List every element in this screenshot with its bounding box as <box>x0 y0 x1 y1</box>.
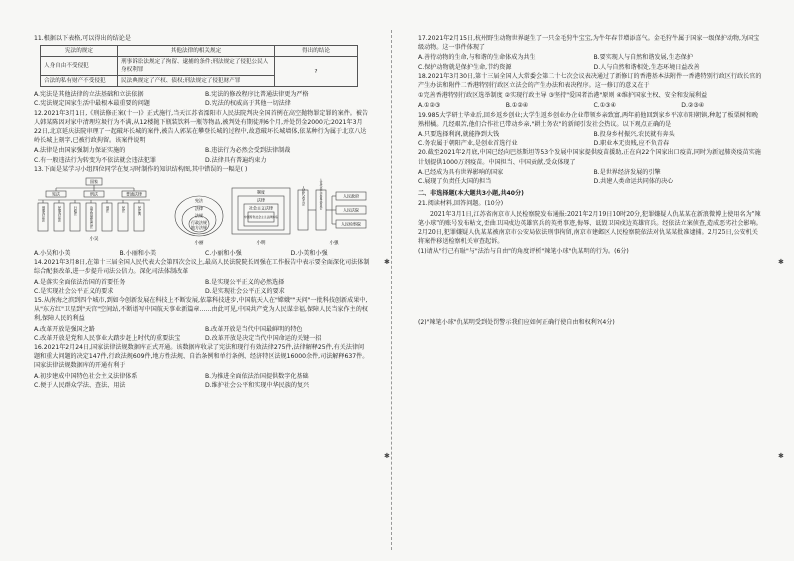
q17-stem: 17.2021年2月15日,杭州野生动物世界诞生了一只金毛狩牛宝宝,为牛年春节增添喜气。金毛狩牛属于国家一级保护动物,为国宝级动物。这一事件体现了 <box>418 35 760 52</box>
q11-options <box>34 90 370 108</box>
fig1-top: 国家 <box>90 179 98 185</box>
option-b[interactable]: B.是世界经济发展的引擎 <box>593 168 661 176</box>
fig1-leaf: 刑事诉讼法 <box>41 206 45 223</box>
option-c[interactable]: C.展现了负责任大国的担当 <box>418 178 492 186</box>
table-row <box>41 57 358 76</box>
option-d[interactable]: D.共建人类命运共同体的决心 <box>593 178 674 186</box>
column-divider <box>391 30 392 550</box>
option-a[interactable]: A.已经成为具有世界影响的国家 <box>418 168 504 176</box>
q18-options <box>418 101 763 110</box>
q19-options <box>418 130 763 148</box>
q14-stem: 14.2021年3月8日,在第十三届全国人民代表大会第四次会议上,最高人民法院院长周强在工作报告中表示要全面深化司法体制综合配套改革,进一步提升司法公信力。深化司法体制改革 <box>34 259 370 276</box>
fig2-label: 地方法规 <box>191 225 207 231</box>
q12-stem: 12.2021年3月1日,《刑法修正案(十一)》正式施行,当天江苏省溧阳市人民法院判决全国首例在高空抛物罪定罪的案件。被告人韩某陈因对家中清理垃圾行为不满,从12楼抛下瓶装饮料一瓶等物品,被判处有期徒刑6个月,并处罚金2000元;2021年3月22日,北京延庆法院审理了一起破坏长城的案件,被告人郭某在攀登长城的过程中,故意破坏长城墙体,依某种行为属于北京八达岭长城上刻字,已被行政拘留。该案件说明 <box>34 109 369 145</box>
option-b[interactable]: B.要实现人与自然和谐发展,生态保护 <box>593 54 693 62</box>
fig4-right: 人民检察院 <box>341 221 361 227</box>
option-a[interactable]: A.初步建成中国特色社会主义法律体系 <box>34 372 138 380</box>
option-b[interactable]: B.为推进全面依法治国提供数字化基础 <box>205 372 309 380</box>
table-cell: 刑事诉讼法规定了拘留、逮捕的条件;刑法规定了侵犯公民人身权利罪 <box>118 57 275 76</box>
fig3-label: 中国特色社会主义法律体系 <box>244 215 278 220</box>
fig1-leaf: 治安管理处罚法 <box>89 206 93 229</box>
fig2-label: 行政法规 <box>191 220 207 226</box>
option-b[interactable]: B.是实现公平正义的必然选择 <box>205 278 285 286</box>
option-b[interactable]: B.投身乡村振兴,农民就有奔头 <box>593 131 675 139</box>
fig3-caption: 小明 <box>256 241 266 247</box>
option-d[interactable]: D.人与自然和谐相处,生态环境日益改善 <box>593 63 700 71</box>
q19-stem: 19.985大学研士毕业后,回乡返乡创业;大学生返乡创业办企业带领乡亲致富,两年前他回到家乡平凉市阳朝镇,种起了板栗树和晚熟柑橘。几经艰苦,他们合作社已带动乡亲,"耕土务农"的新闻引发社会热议。以下观点正确的是 <box>418 111 758 128</box>
option-a[interactable]: A.只要选择利润,就能挣到大钱 <box>418 131 500 139</box>
fig3-label: 法律 <box>257 197 265 203</box>
q13-stem: 13.下面是某学习小组四位同学在复习时制作的知识结构图,其中错误的一幅是( ) <box>34 165 248 173</box>
option-c[interactable]: C.小丽和小强 <box>205 250 242 258</box>
binding-mark-icon: ✱ <box>384 258 390 266</box>
table-cell: 民法典规定了产权、债权;刑法规定了侵犯财产罪 <box>118 76 275 87</box>
option-b[interactable]: B.小丽和小美 <box>119 250 157 258</box>
binding-mark-icon: ✱ <box>778 452 784 460</box>
fig2-label: 法规 <box>195 213 203 219</box>
fig1-leaf: 民法 <box>121 206 125 213</box>
q16-options <box>34 372 370 390</box>
option-d[interactable]: D.法律具有普遍约束力 <box>205 156 267 164</box>
option-a[interactable]: A.宪法是其他法律的立法基础和立法依据 <box>34 91 144 99</box>
option-d[interactable]: D.小美和小强 <box>290 250 328 258</box>
table-cell: ? <box>275 57 358 87</box>
table-cell: 人身自由不受侵犯 <box>41 57 118 76</box>
q17-options <box>418 53 763 71</box>
q18-stem: 18.2021年3月30日,第十三届全国人大常委会第二十七次会议表决通过了新修订的香港基本法附件一香港特别行政区行政长官的产生办法和附件二香港特别行政区立法会的产生办法和表决程序。这一修订的意义在于 <box>418 72 762 90</box>
q11-stem: 11.根据以下表格,可以得出的结论是 <box>34 35 131 42</box>
fig1-leaf: 民事诉讼法 <box>57 206 61 223</box>
option-b[interactable]: B.宪法的修改程序比普通法律更为严格 <box>205 91 309 99</box>
fig1-caption: 小吴 <box>89 237 99 243</box>
fig4-left: 人民代表大会 <box>301 186 305 206</box>
q14-options <box>34 278 370 296</box>
option-d[interactable]: D.职业本无贵贱,应不负青春 <box>593 140 670 148</box>
option-c[interactable]: C.宪法规定国家生活中最根本最重要的问题 <box>34 100 150 108</box>
fig2-label: 法律 <box>195 206 203 212</box>
q20-options <box>418 168 763 186</box>
q15-stem: 15.从南海之滨到四个城市,到如今创新发展在科技上不断发展,依靠科技进步,中国航天人在"嫦娥""天问"一批科技创新成果中,从"东方红"卫星到"天宫"空间站,不断谱写中国航天事业新篇章……由此可见,中国共产党为人民谋幸福,保障人民当家作主的权利,保障人民的利益 <box>34 297 368 323</box>
table-header: 得出的结论 <box>275 46 358 57</box>
fig1-leaf: 刑法 <box>105 206 109 213</box>
q16-stem: 16.2021年2月24日,国家法律法规数据库正式开通。该数据库收录了宪法和现行有效法律275件,法律解释25件,有关法律问题和重大问题的决定147件,行政法规609件,地方性法规、自治条例和单行条例、经济特区法规16000余件,司法解释637件。国家法律法规数据库的开通有利于 <box>34 344 369 370</box>
option-c[interactable]: C.改革开放是党和人民事业大踏步赶上时代的重要法宝 <box>34 334 181 342</box>
fig1-mid: 宪法 <box>52 191 60 197</box>
option-b[interactable]: B.违法行为必然会受到法律制裁 <box>205 147 291 155</box>
fig2-label: 宪法 <box>195 198 203 204</box>
diagram-xiaowu <box>38 178 150 242</box>
fig4-mid: 人民代表大会常务委员会 <box>319 178 323 210</box>
option-a[interactable]: A.是落实全面依法治国的首要任务 <box>34 278 126 286</box>
left-column <box>34 34 370 390</box>
option-d[interactable]: D.②③④ <box>681 102 705 110</box>
option-d[interactable]: D.维护社会公平和实现中华民族的复兴 <box>205 381 310 389</box>
answer-area[interactable] <box>418 328 763 368</box>
fig4-right: 人民政府 <box>343 193 359 199</box>
option-d[interactable]: D.是实现社会公平正义的要求 <box>205 287 285 295</box>
option-a[interactable]: A.改革开放是强国之路 <box>34 325 95 333</box>
option-c[interactable]: C.保护动物就是保护生命,节约资源 <box>418 63 512 71</box>
q18-items: ①完善香港特别行政区选举制度 ②实现行政主导 ③坚持"爱国者治港"原则 ④维护国家主权、安全和发展利益 <box>418 92 708 100</box>
fig4-right: 人民法院 <box>343 207 359 213</box>
diagram-xiaoli <box>175 196 223 246</box>
q12-options <box>34 146 370 164</box>
knowledge-diagrams <box>34 176 370 248</box>
fig1-leaf: 行政法 <box>73 206 77 216</box>
option-a[interactable]: A.善待动物的生命,与和谐的生命体成为共生 <box>418 54 536 62</box>
diagram-xiaoqiang <box>298 178 366 246</box>
q20-stem: 20.截至2021年2月底,中国已经向巴基斯坦等53个发展中国家提供疫苗援助,正在向22个国家出口疫苗,同时为新冠肺炎疫苗实施计划提供1000万剂疫苗。中国担当、中国贡献,受众体现了 <box>418 149 761 166</box>
option-c[interactable]: C.务农属于朝阳产业,是创业首选行业 <box>418 140 518 148</box>
option-a[interactable]: A.法律是由国家强制力保证实施的 <box>34 147 126 155</box>
option-c[interactable]: C.有一般违法行为转变为不依法就会违法犯罪 <box>34 156 156 164</box>
q15-options <box>34 325 370 343</box>
fig2-caption: 小丽 <box>194 241 204 247</box>
fig3-label: 制度 <box>257 189 265 195</box>
option-d[interactable]: D.改革开放是决定当代中国命运的关键一招 <box>205 334 322 342</box>
fig3-label: 社会主义法律 <box>249 205 273 211</box>
fig1-mid: 刑法 <box>90 191 98 197</box>
fig1-mid: 普通法律 <box>126 191 142 197</box>
table-header: 宪法的规定 <box>41 46 118 57</box>
q21-title: 21.阅读材料,回答问题。(10分) <box>418 200 504 208</box>
option-d[interactable]: D.宪法的权威高于其他一切法律 <box>205 100 291 108</box>
option-b[interactable]: B.改革开放是当代中国最鲜明的特色 <box>205 325 303 333</box>
option-c[interactable]: C.便于人民群众学法、查法、用法 <box>34 381 126 389</box>
table-cell: 合法的私有财产不受侵犯 <box>41 76 118 87</box>
option-b[interactable]: B.①②④ <box>505 102 529 110</box>
fig4-caption: 小强 <box>329 241 339 247</box>
binding-mark-icon: ✱ <box>778 258 784 266</box>
fig1-leaf: 民法典 <box>137 206 141 216</box>
section-title: 二、非选择题(本大题共3小题,共40分) <box>418 190 524 198</box>
q11-table <box>40 45 358 87</box>
q21-material: 2021年3月1日,江苏省南京市人民检察院发布通报:2021年2月19日10时20分,犯罪嫌疑人仇某某在新浪微博上使用名为"辣笔小球"的账号发布帖文,歪曲卫国戍边英雄官兵的英勇事迹,侮辱、诋毁卫国戍边英雄官兵。经依法立案侦查,造成恶劣社会影响。2月20日,犯罪嫌疑人仇某某被南京市公安局依法刑事拘留,南京市建邺区人民检察院依法对仇某某批准逮捕。2月25日,公安机关将案件移送检察机关审查起诉。 <box>418 210 762 246</box>
option-a[interactable]: A.小吴和小美 <box>34 250 71 258</box>
diagram-xiaoming <box>232 188 290 246</box>
q13-diagrams <box>34 176 370 248</box>
option-a[interactable]: A.①②③ <box>418 102 441 110</box>
right-column <box>418 34 763 368</box>
table-header: 其他法律的相关规定 <box>118 46 275 57</box>
binding-mark-icon: ✱ <box>384 452 390 460</box>
option-c[interactable]: C.是实现社会公平正义的要求 <box>34 287 114 295</box>
option-c[interactable]: C.①③④ <box>593 102 617 110</box>
answer-area[interactable] <box>418 258 763 318</box>
q21-sub1: (1)请从"行己有耻"与"法治与自由"的角度评析"辣笔小球"仇某明的行为。(6分) <box>418 248 629 256</box>
q21-sub2: (2)"辣笔小球"仇某明受到处罚警示我们应如何正确行使自由和权利?(4分) <box>418 318 615 326</box>
q13-options <box>34 249 370 258</box>
